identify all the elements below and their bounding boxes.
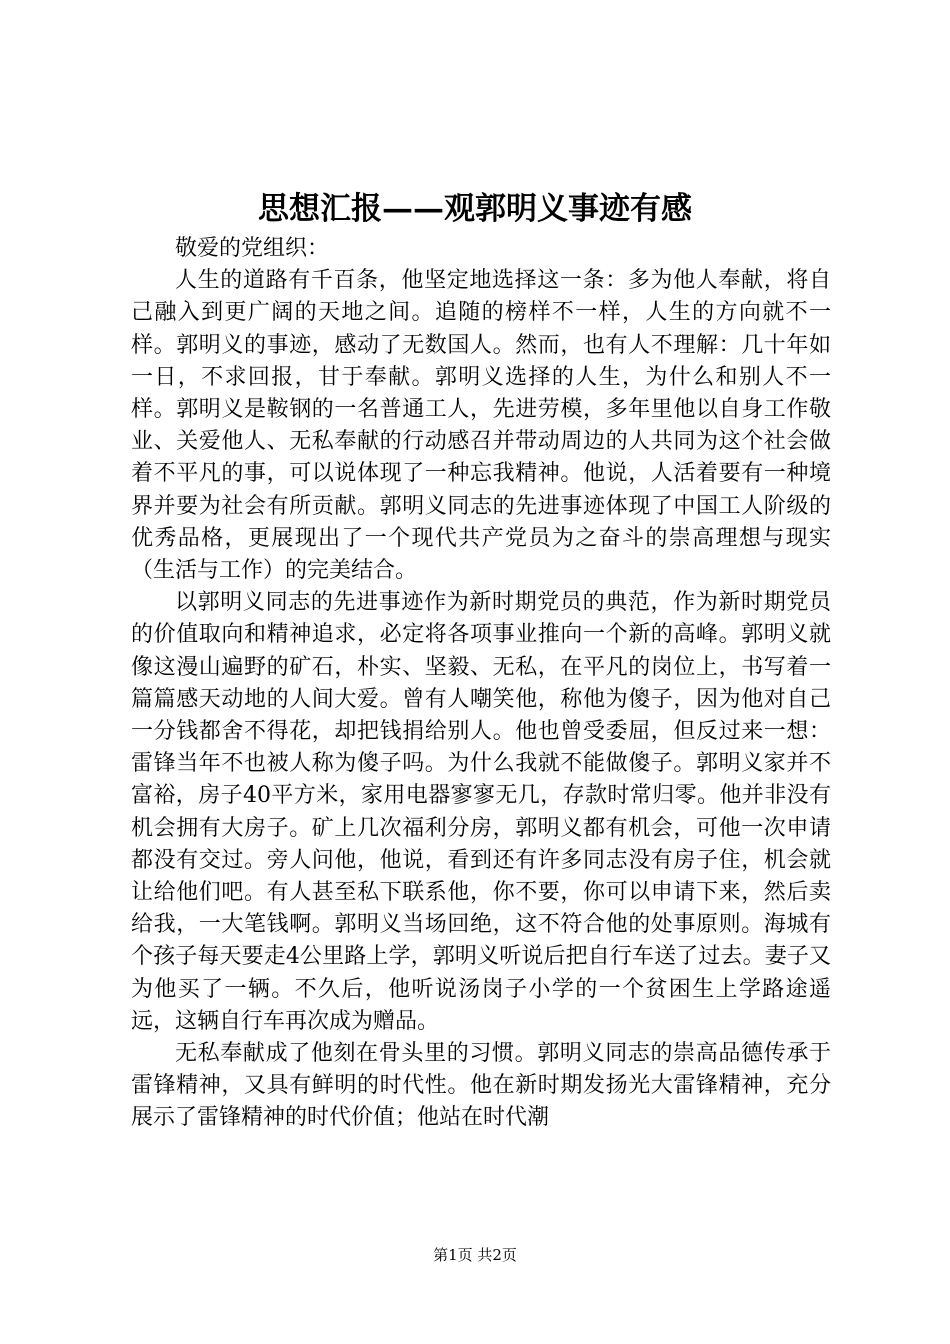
document-body: [131, 233, 831, 1135]
page-footer: 第1页 共2页: [433, 1246, 517, 1264]
paragraph-3: 无私奉献成了他刻在骨头里的习惯。郭明义同志的崇高品德传承于雷锋精神，又具有鲜明的时代性。他在新时期发扬光大雷锋精神，充分展示了雷锋精神的时代价值；他站在时代潮: [131, 1041, 831, 1131]
paragraph-2: 以郭明义同志的先进事迹作为新时期党员的典范，作为新时期党员的价值取向和精神追求，必定将各项事业推向一个新的高峰。郭明义就像这漫山遍野的矿石，朴实、坚毅、无私，在平凡的岗位上，书写着一篇篇感天动地的人间大爱。曾有人嘲笑他，称他为傻子，因为他对自己一分钱都舍不得花，却把钱捐给别人。他也曾受委屈，但反过来一想：雷锋当年不也被人称为傻子吗。为什么我就不能做傻子。郭明义家并不富裕，房子40平方米，家用电器寥寥无几，存款时常归零。他并非没有机会拥有大房子。矿上几次福利分房，郭明义都有机会，可他一次申请都没有交过。旁人问他，他说，看到还有许多同志没有房子住，机会就让给他们吧。有人甚至私下联系他，你不要，你可以申请下来，然后卖给我，一大笔钱啊。郭明义当场回绝，这不符合他的处事原则。海城有个孩子每天要走4公里路上学，郭明义听说后把自行车送了过去。妻子又为他买了一辆。不久后，他听说汤岗子小学的一个贫困生上学路途遥远，这辆自行车再次成为赠品。: [131, 590, 831, 1034]
document-title: 思想汇报——观郭明义事迹有感: [258, 191, 692, 227]
salutation: 敬爱的党组织：: [175, 236, 330, 261]
paragraph-1: 人生的道路有千百条，他坚定地选择这一条：多为他人奉献，将自己融入到更广阔的天地之间。追随的榜样不一样，人生的方向就不一样。郭明义的事迹，感动了无数国人。然而，也有人不理解：几十年如一日，不求回报，甘于奉献。郭明义选择的人生，为什么和别人不一样。郭明义是鞍钢的一名普通工人，先进劳模，多年里他以自身工作敬业、关爱他人、无私奉献的行动感召并带动周边的人共同为这个社会做着不平凡的事，可以说体现了一种忘我精神。他说，人活着要有一种境界并要为社会有所贡献。郭明义同志的先进事迹体现了中国工人阶级的优秀品格，更展现出了一个现代共产党员为之奋斗的崇高理想与现实（生活与工作）的完美结合。: [131, 268, 831, 584]
